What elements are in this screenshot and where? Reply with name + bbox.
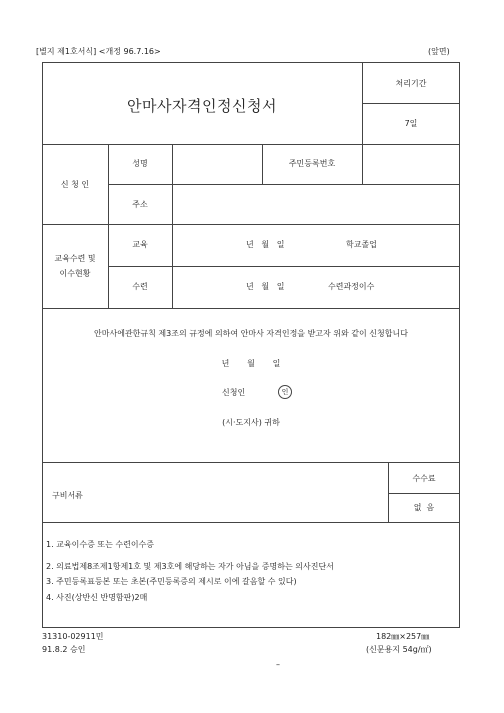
page-side: (앞면) bbox=[428, 47, 450, 56]
training-label: 수련 bbox=[132, 282, 148, 291]
document-item-1: 1. 교육이수증 또는 수련이수증 bbox=[46, 540, 154, 549]
seal-mark[interactable] bbox=[278, 385, 292, 399]
divider bbox=[42, 308, 460, 309]
page-mark: – bbox=[276, 660, 280, 669]
addressee: (시·도지사) 귀하 bbox=[222, 418, 280, 427]
processing-period-value: 7일 bbox=[404, 119, 418, 128]
document-item-3: 3. 주민등록표등본 또는 초본(주민등록증의 제시로 이에 갈음할 수 있다) bbox=[46, 577, 297, 586]
document-item-4: 4. 사진(상반신 반명함판)2매 bbox=[46, 593, 148, 602]
training-date[interactable]: 년 월 일 bbox=[246, 282, 285, 291]
divider bbox=[388, 462, 389, 522]
seal-text: 인 bbox=[281, 387, 289, 396]
fee-label: 수수료 bbox=[412, 474, 436, 483]
paper-size: 182㎜×257㎜ bbox=[376, 632, 430, 641]
education-label: 교육 bbox=[132, 240, 148, 249]
declaration-text: 안마사에관한규칙 제3조의 규정에 의하여 안마사 자격인정을 받고자 위와 같이 신청합니다 bbox=[94, 329, 408, 338]
fee-value: 없 음 bbox=[413, 503, 435, 512]
declaration-date[interactable]: 년 월 일 bbox=[221, 359, 281, 368]
form-code: 31310-02911민 bbox=[42, 632, 104, 641]
education-section-label-2: 이수현황 bbox=[59, 269, 91, 278]
paper-type: (신문용지 54g/㎡) bbox=[366, 645, 432, 654]
divider bbox=[362, 144, 363, 184]
education-date[interactable]: 년 월 일 bbox=[246, 240, 285, 249]
form-number: [별지 제1호서식] <개정 96.7.16> bbox=[36, 47, 161, 56]
education-section-label: 교육수련 및 bbox=[54, 254, 96, 263]
divider bbox=[388, 493, 460, 494]
address-label: 주소 bbox=[132, 200, 148, 209]
divider bbox=[108, 266, 460, 267]
form-title: 안마사자격인정신청서 bbox=[127, 97, 277, 115]
divider bbox=[42, 224, 460, 225]
divider bbox=[42, 522, 460, 523]
divider bbox=[172, 144, 173, 308]
document-item-2: 2. 의료법제8조제1항제1호 및 제3호에 해당하는 자가 아님을 증명하는 의사진단서 bbox=[46, 562, 334, 571]
divider bbox=[362, 103, 460, 104]
applicant-signature-label: 신청인 bbox=[222, 388, 246, 397]
rrn-label: 주민등록번호 bbox=[288, 159, 336, 168]
divider bbox=[42, 144, 460, 145]
education-suffix: 학교졸업 bbox=[346, 240, 377, 249]
training-suffix: 수련과정이수 bbox=[328, 282, 375, 291]
divider bbox=[42, 462, 460, 463]
processing-period-label: 처리기간 bbox=[395, 79, 427, 88]
applicant-section-label: 신 청 인 bbox=[60, 180, 90, 189]
required-documents-label: 구비서류 bbox=[52, 491, 83, 500]
divider bbox=[108, 184, 460, 185]
name-label: 성명 bbox=[132, 159, 148, 168]
approval-date: 91.8.2 승인 bbox=[42, 645, 86, 654]
